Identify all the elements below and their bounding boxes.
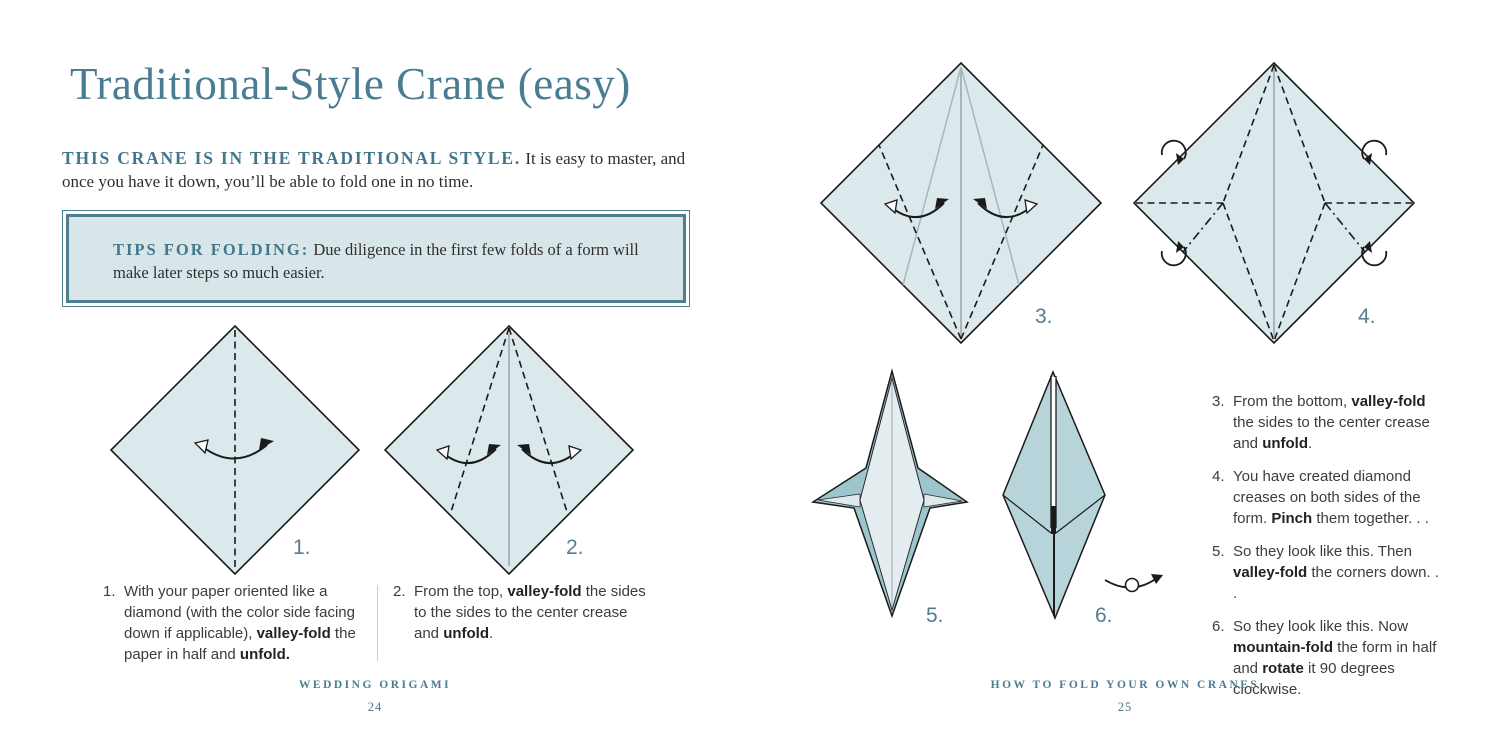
step-number: 6. — [1212, 618, 1225, 635]
rotate-arrow-icon — [1102, 566, 1166, 596]
instructions-column-2 — [393, 581, 649, 656]
step-text: You have created diamond creases on both sides of the form. Pinch them together. . . — [1233, 468, 1429, 527]
step-text: So they look like this. Then valley-fold the corners down. . . — [1233, 543, 1439, 602]
step-number: 3. — [1212, 393, 1225, 410]
instructions-column-1 — [103, 581, 365, 677]
step-number: 5. — [1212, 543, 1225, 560]
column-divider — [377, 585, 378, 661]
intro-lead: THIS CRANE IS IN THE TRADITIONAL STYLE. — [62, 148, 522, 168]
running-footer-left: WEDDING ORIGAMI — [298, 679, 452, 691]
instructions-column-right — [1212, 391, 1447, 712]
running-footer-right: HOW TO FOLD YOUR OWN CRANES — [990, 679, 1260, 691]
step-text: From the bottom, valley-fold the sides to the center crease and unfold. — [1233, 393, 1430, 452]
diagram-step-1 — [105, 320, 365, 580]
instruction-step-3 — [1212, 391, 1447, 454]
page-title: Traditional-Style Crane (easy) — [70, 59, 631, 109]
diagram-2-label: 2. — [566, 536, 584, 559]
intro-rest: It is easy to master, and once you have it down, you’ll be able to fold one in no time. — [62, 149, 686, 191]
step-number: 2. — [393, 583, 406, 600]
tips-callout-inner — [66, 214, 686, 303]
tips-text: Due diligence in the first few folds of a form will make later steps so much easier. — [113, 240, 639, 282]
diagram-step-4 — [1128, 57, 1420, 349]
diagram-step-6 — [997, 368, 1112, 623]
instruction-step-2 — [393, 581, 649, 644]
diagram-step-5 — [800, 368, 990, 623]
diagram-step-2 — [379, 320, 639, 580]
step-text: From the top, valley-fold the sides to the sides to the center crease and unfold. — [414, 583, 646, 642]
page-number-right: 25 — [1117, 700, 1133, 714]
diagram-4-label: 4. — [1358, 305, 1376, 328]
step-number: 1. — [103, 583, 116, 600]
right-page — [750, 0, 1500, 750]
intro-paragraph — [62, 147, 707, 193]
diagram-3-label: 3. — [1035, 305, 1053, 328]
page-number-left: 24 — [367, 700, 383, 714]
step-number: 4. — [1212, 468, 1225, 485]
step-text: So they look like this. Now mountain-fold the form in half and rotate it 90 degrees clockwise. — [1233, 618, 1437, 698]
tips-label: TIPS FOR FOLDING: — [113, 240, 310, 259]
diagram-step-3 — [815, 57, 1107, 349]
instruction-step-5 — [1212, 541, 1447, 604]
diagram-6-label: 6. — [1095, 604, 1113, 627]
slit-shadow — [1051, 506, 1056, 534]
instruction-step-4 — [1212, 466, 1447, 529]
instruction-step-1 — [103, 581, 365, 665]
tips-callout-box — [62, 210, 690, 307]
step-text: With your paper oriented like a diamond (with the color side facing down if applicable), valley-fold the paper in half and unfold. — [124, 583, 356, 663]
diagram-1-label: 1. — [293, 536, 311, 559]
diagram-5-label: 5. — [926, 604, 944, 627]
